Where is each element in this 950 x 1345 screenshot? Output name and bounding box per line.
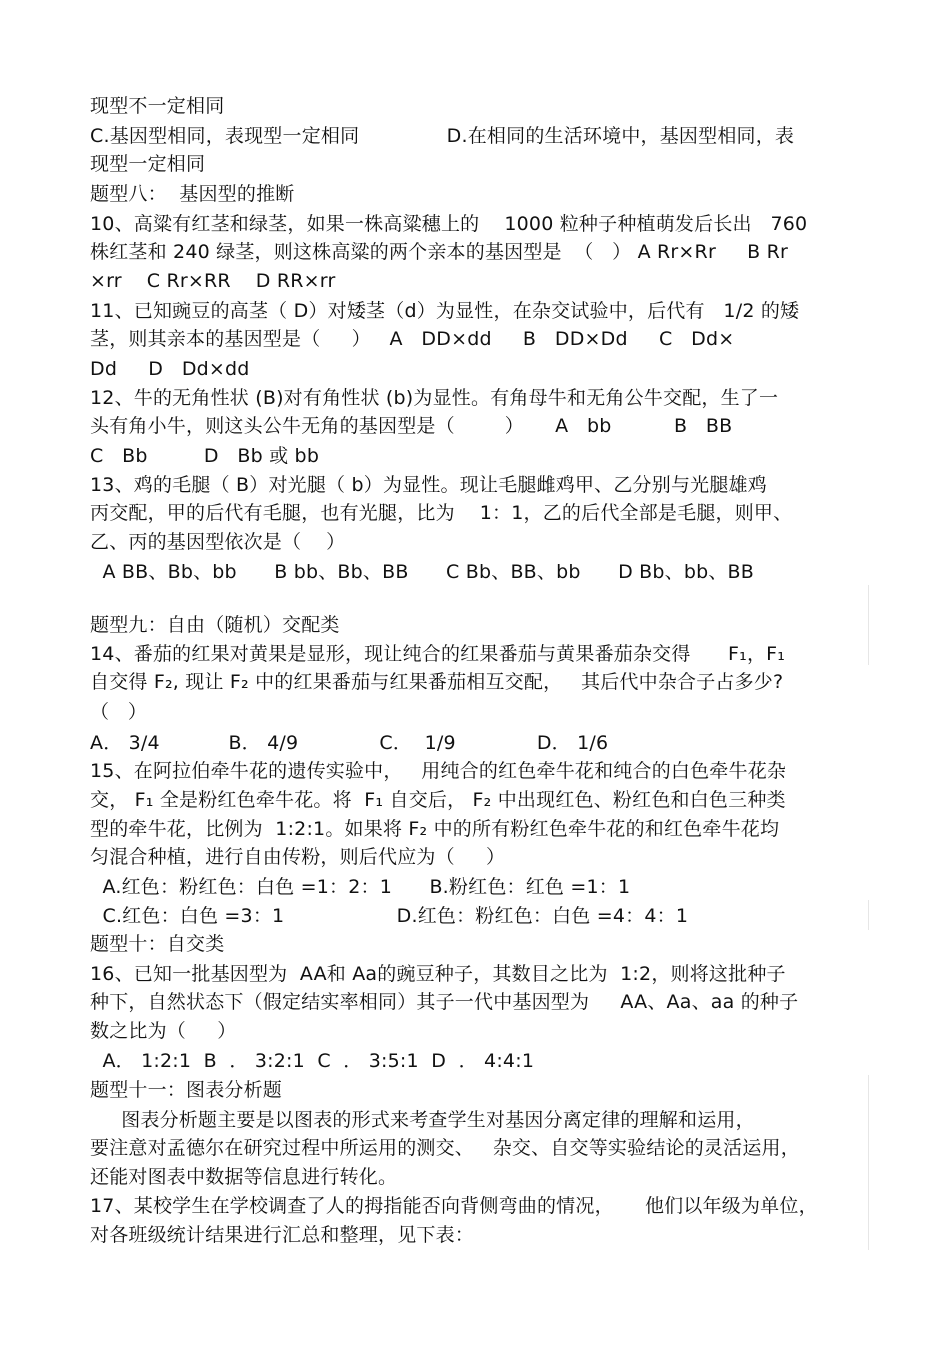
- text-line: 要注意对孟德尔在研究过程中所运用的测交、 杂交、自交等实验结论的灵活运用，: [90, 1137, 800, 1159]
- page-divider: [868, 900, 869, 930]
- text-line: 12、牛的无角性状 (B)对有角性状 (b)为显性。有角母牛和无角公牛交配，生了一: [90, 387, 779, 409]
- text-line: 匀混合种植，进行自由传粉，则后代应为（ ）: [90, 846, 506, 868]
- text-line: 型的牵牛花，比例为 1:2:1。如果将 F₂ 中的所有粉红色牵牛花的和红色牵牛花均: [90, 818, 780, 840]
- text-line: 头有角小牛，则这头公牛无角的基因型是（ ） A bb B BB: [90, 415, 733, 437]
- text-line: 现型一定相同: [90, 153, 206, 175]
- text-line: 13、鸡的毛腿（ B）对光腿（ b）为显性。现让毛腿雌鸡甲、乙分别与光腿雄鸡: [90, 474, 767, 496]
- text-line: 17、某校学生在学校调查了人的拇指能否向背侧弯曲的情况， 他们以年级为单位，: [90, 1195, 818, 1217]
- text-line: 15、在阿拉伯牵牛花的遗传实验中， 用纯合的红色牵牛花和纯合的白色牵牛花杂: [90, 760, 787, 782]
- text-line: 还能对图表中数据等信息进行转化。: [90, 1166, 398, 1188]
- text-line: 茎，则其亲本的基因型是（ ） A DD×dd B DD×Dd C Dd×: [90, 328, 735, 350]
- text-line: 丙交配，甲的后代有毛腿，也有光腿，比为 1：1，乙的后代全部是毛腿，则甲、: [90, 502, 793, 524]
- text-line: 自交得 F₂, 现让 F₂ 中的红果番茄与红果番茄相互交配， 其后代中杂合子占多少?: [90, 671, 784, 693]
- text-line: 题型十一：图表分析题: [90, 1079, 283, 1101]
- text-line: A BB、Bb、bb B bb、Bb、BB C Bb、BB、bb D Bb、bb、BB: [90, 561, 755, 583]
- text-line: A.红色：粉红色：白色 =1：2：1 B.粉红色：红色 =1：1: [90, 876, 631, 898]
- page-divider: [868, 585, 869, 665]
- text-line: 种下，自然状态下（假定结实率相同）其子一代中基因型为 AA、Aa、aa 的种子: [90, 991, 799, 1013]
- text-line: 题型九：自由（随机）交配类: [90, 614, 340, 636]
- text-line: 10、高粱有红茎和绿茎，如果一株高粱穗上的 1000 粒种子种植萌发后长出 760: [90, 213, 808, 235]
- text-line: 现型不一定相同: [90, 95, 225, 117]
- text-line: 图表分析题主要是以图表的形式来考查学生对基因分离定律的理解和运用，: [90, 1109, 755, 1131]
- text-line: 株红茎和 240 绿茎，则这株高粱的两个亲本的基因型是 （ ） A Rr×Rr B Rr: [90, 241, 789, 263]
- text-line: C.基因型相同，表现型一定相同 D.在相同的生活环境中，基因型相同，表: [90, 125, 795, 147]
- text-line: 题型十：自交类: [90, 933, 225, 955]
- text-line: C.红色：白色 =3：1 D.红色：粉红色：白色 =4：4：1: [90, 905, 689, 927]
- text-line: 11、已知豌豆的高茎（ D）对矮茎（d）为显性，在杂交试验中，后代有 1/2 的矮: [90, 300, 800, 322]
- text-line: 乙、丙的基因型依次是（ ）: [90, 531, 346, 553]
- text-line: （ ）: [90, 701, 148, 723]
- page-divider: [868, 1075, 869, 1250]
- text-line: 16、已知一批基因型为 AA和 Aa的豌豆种子，其数目之比为 1:2，则将这批种子: [90, 963, 786, 985]
- text-line: ×rr C Rr×RR D RR×rr: [90, 270, 336, 292]
- text-line: 题型八： 基因型的推断: [90, 183, 295, 205]
- text-line: C Bb D Bb 或 bb: [90, 445, 320, 467]
- text-line: Dd D Dd×dd: [90, 358, 250, 380]
- text-line: 交， F₁ 全是粉红色牵牛花。将 F₁ 自交后， F₂ 中出现红色、粉红色和白色三种类: [90, 789, 786, 811]
- text-line: A． 1:2:1 B ． 3:2:1 C ． 3:5:1 D ． 4:4:1: [90, 1050, 535, 1072]
- text-line: 数之比为（ ）: [90, 1020, 237, 1042]
- text-line: 对各班级统计结果进行汇总和整理，见下表：: [90, 1224, 475, 1246]
- text-line: A． 3/4 B． 4/9 C． 1/9 D． 1/6: [90, 732, 609, 754]
- text-line: 14、番茄的红果对黄果是显形，现让纯合的红果番茄与黄果番茄杂交得 F₁，F₁: [90, 643, 786, 665]
